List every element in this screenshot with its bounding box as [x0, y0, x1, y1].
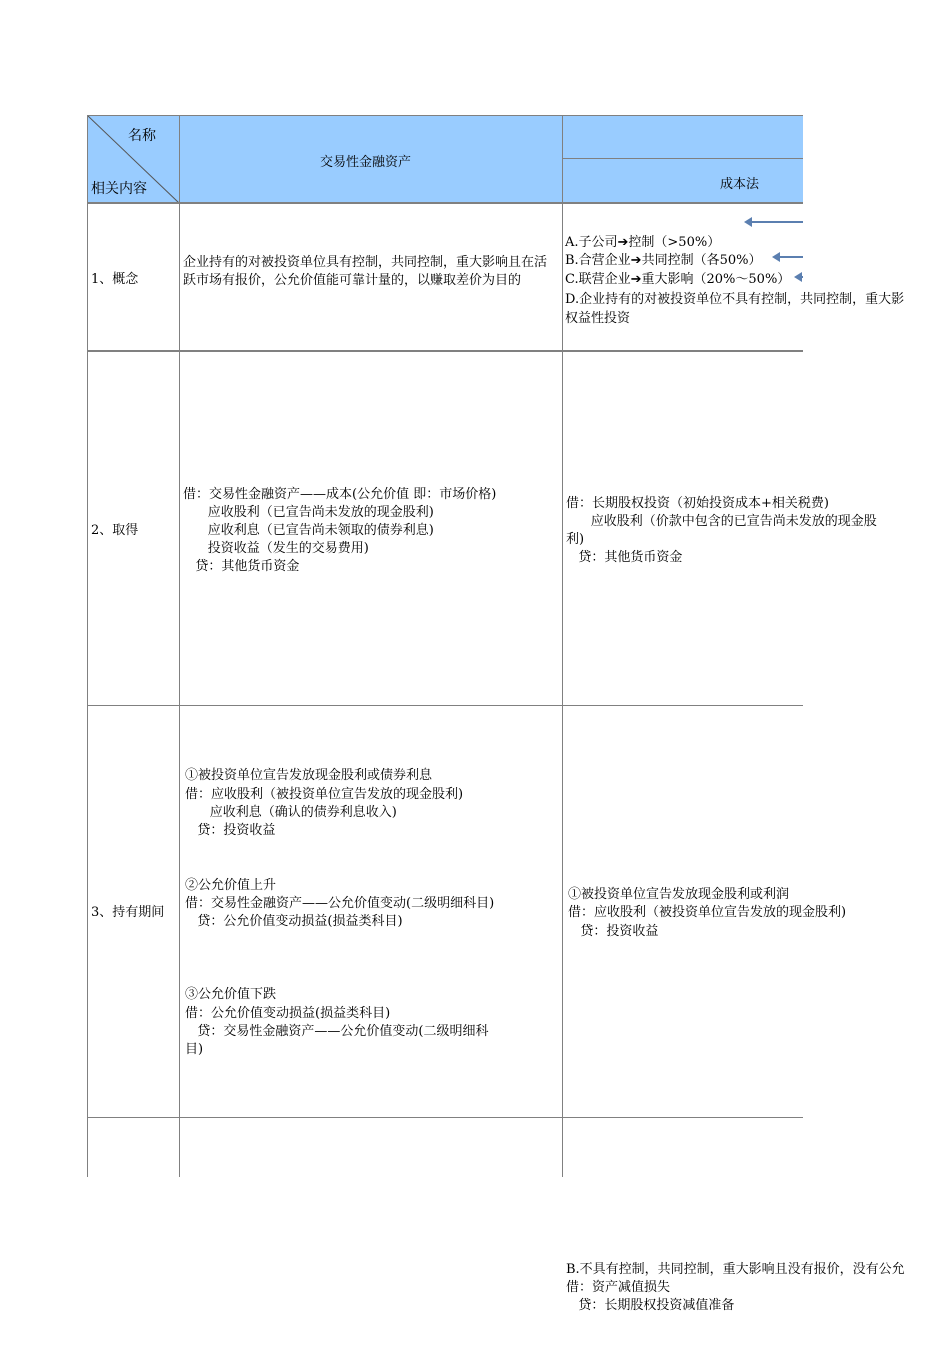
- grid-hline-top: [87, 115, 803, 116]
- holding-trading-line11: 目): [185, 1042, 204, 1057]
- header-diag-top: 名称: [128, 128, 156, 144]
- holding-trading-line3: 应收利息（确认的债券利息收入): [185, 805, 397, 820]
- header-diag-bottom: 相关内容: [91, 181, 147, 197]
- concept-item-b: B.合营企业➔共同控制（各50%）: [565, 253, 762, 268]
- concept-item-a: A.子公司➔控制（>50%）: [565, 235, 721, 250]
- footer-line3: 贷：长期股权投资减值准备: [566, 1298, 735, 1313]
- holding-trading-line10: 贷：交易性金融资产——公允价值变动(二级明细科: [185, 1024, 489, 1039]
- acquire-trading-line2: 应收股利（已宣告尚未发放的现金股利): [183, 505, 434, 520]
- header-cell-long-term-equity: [563, 115, 803, 203]
- holding-equity-line1: ①被投资单位宣告发放现金股利或利润: [568, 887, 790, 902]
- holding-trading-line9: 借：公允价值变动损益(损益类科目): [185, 1006, 391, 1021]
- arrow-shape-1: [750, 221, 803, 223]
- acquire-equity-line2: 应收股利（价款中包含的已宣告尚未发放的现金股: [566, 514, 877, 529]
- row-label-acquire: 2、取得: [91, 523, 139, 538]
- header-trading-asset: 交易性金融资产: [320, 155, 412, 170]
- concept-trading-text: 企业持有的对被投资单位具有控制，共同控制，重大影响且在活跃市场有报价，公允价值能可靠计量的，以赚取差价为目的: [183, 255, 548, 288]
- grid-vline-0: [87, 115, 88, 1177]
- grid-hline-header-sub: [563, 158, 803, 159]
- acquire-trading-line1: 借：交易性金融资产——成本(公允价值 即：市场价格): [183, 487, 497, 502]
- header-cost-method: 成本法: [720, 177, 760, 192]
- holding-trading-line6: 借：交易性金融资产——公允价值变动(二级明细科目): [185, 896, 495, 911]
- grid-hline-row3: [87, 1117, 803, 1118]
- acquire-equity-line3: 利): [566, 532, 585, 547]
- acquire-trading-line5: 贷：其他货币资金: [183, 559, 300, 574]
- holding-trading-line7: 贷：公允价值变动损益(损益类科目): [185, 914, 403, 929]
- grid-hline-row1: [87, 350, 803, 352]
- holding-trading-line2: 借：应收股利（被投资单位宣告发放的现金股利): [185, 787, 464, 802]
- holding-equity-line3: 贷：投资收益: [568, 924, 659, 939]
- acquire-trading-line3: 应收利息（已宣告尚未领取的债券利息): [183, 523, 434, 538]
- arrow-shape-3: [800, 276, 803, 278]
- footer-line2: 借：资产减值损失: [566, 1280, 671, 1295]
- holding-trading-line5: ②公允价值上升: [185, 878, 277, 893]
- grid-hline-header-bottom: [87, 202, 803, 204]
- holding-trading-line1: ①被投资单位宣告发放现金股利或债券利息: [185, 768, 433, 783]
- row-label-holding: 3、持有期间: [91, 905, 165, 920]
- acquire-equity-line1: 借：长期股权投资（初始投资成本+相关税费): [566, 496, 829, 511]
- grid-vline-2: [562, 115, 563, 1177]
- concept-item-c: C.联营企业➔重大影响（20%～50%）: [565, 272, 791, 287]
- concept-item-d-line2: 权益性投资: [565, 311, 631, 326]
- acquire-trading-line4: 投资收益（发生的交易费用): [183, 541, 369, 556]
- concept-item-d-line1: D.企业持有的对被投资单位不具有控制，共同控制，重大影: [565, 292, 905, 307]
- row-label-concept: 1、概念: [91, 272, 139, 287]
- holding-trading-line8: ③公允价值下跌: [185, 987, 277, 1002]
- footer-line1: B.不具有控制，共同控制，重大影响且没有报价，没有公允: [566, 1262, 905, 1277]
- grid-hline-row2: [87, 705, 803, 706]
- grid-vline-1: [179, 115, 180, 1177]
- acquire-equity-line4: 贷：其他货币资金: [566, 550, 683, 565]
- arrow-shape-2: [778, 256, 803, 258]
- holding-equity-line2: 借：应收股利（被投资单位宣告发放的现金股利): [568, 905, 847, 920]
- holding-trading-line4: 贷：投资收益: [185, 823, 276, 838]
